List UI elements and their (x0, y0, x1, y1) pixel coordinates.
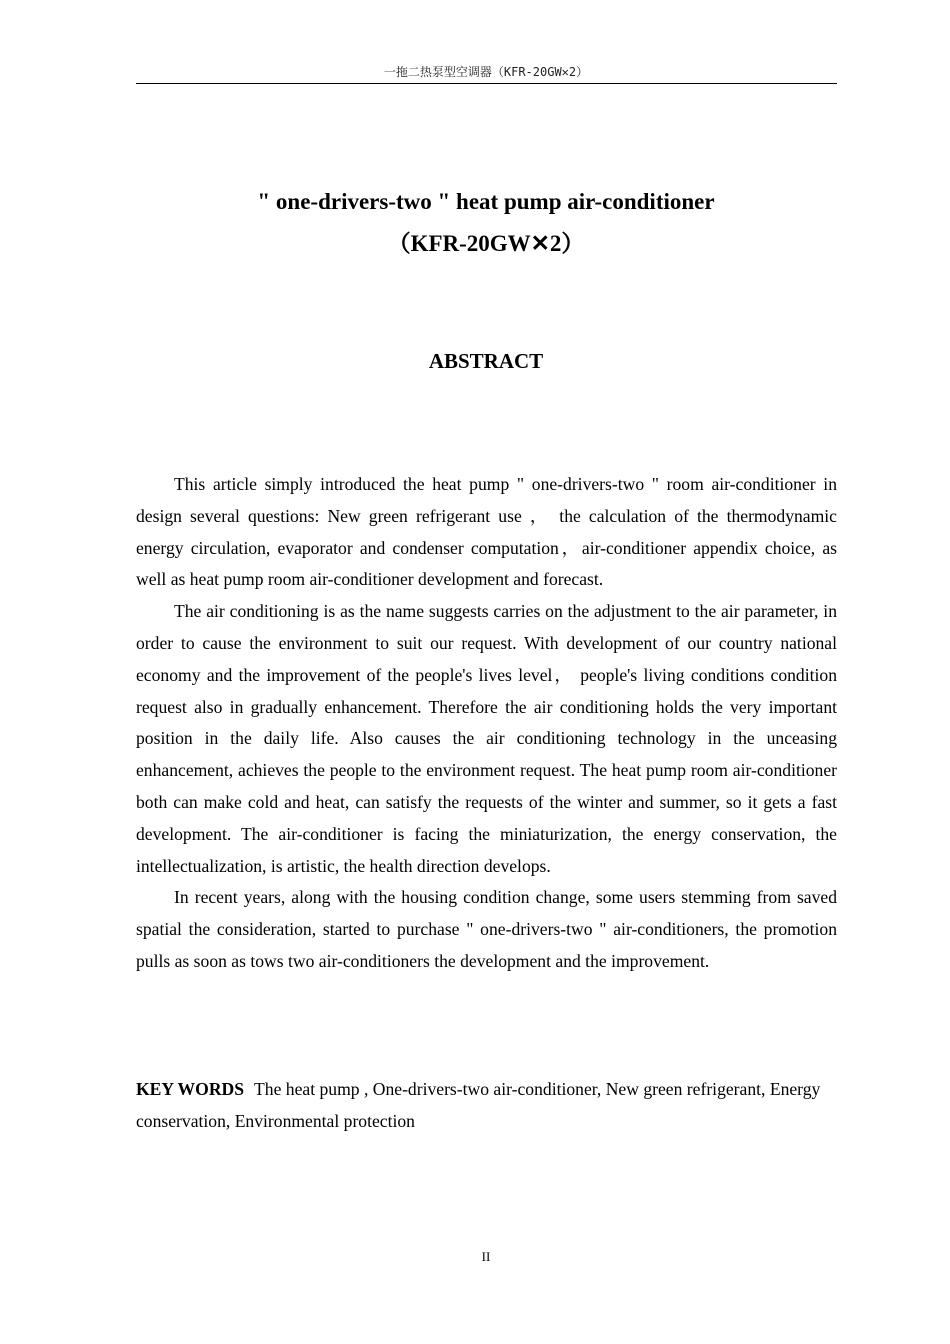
keywords-block (136, 1074, 837, 1138)
document-title (136, 181, 836, 265)
keywords-text: The heat pump , One-drivers-two air-conditioner, New green refrigerant, Energy conservation, Environmental protection (136, 1079, 821, 1131)
abstract-paragraph: In recent years, along with the housing condition change, some users stemming from saved spatial the consideration, started to purchase " one-drivers-two " air-conditioners, the promotion pulls as soon as tows two air-conditioners the development and the improvement. (136, 887, 837, 971)
abstract-paragraph: This article simply introduced the heat pump " one-drivers-two " room air-conditioner in design several questions: New green refrigerant use ， the calculation of the thermodynamic energy circulation, evaporator and condenser computation，air-conditioner appendix choice, as well as heat pump room air-conditioner development and forecast. (136, 474, 837, 590)
abstract-paragraph: The air conditioning is as the name suggests carries on the adjustment to the air parameter, in order to cause the environment to suit our request. With development of our country national economy and the improvement of the people's lives level， people's living conditions condition request also in gradually enhancement. Therefore the air conditioning holds the very important position in the daily life. Also causes the air conditioning technology in the unceasing enhancement, achieves the people to the environment request. The heat pump room air-conditioner both can make cold and heat, can satisfy the requests of the winter and summer, so it gets a fast development. The air-conditioner is facing the miniaturization, the energy conservation, the intellectualization, is artistic, the health direction develops. (136, 601, 837, 876)
running-header: 一拖二热泵型空调器（KFR-20GW✕2） (383, 65, 589, 79)
header-rule (136, 83, 837, 84)
abstract-heading: ABSTRACT (428, 349, 544, 373)
page-number: II (481, 1249, 491, 1264)
keywords-label: KEY WORDS (136, 1079, 245, 1099)
title-line-1: " one-drivers-two " heat pump air-conditioner (257, 189, 715, 214)
abstract-body (136, 469, 837, 978)
title-line-2: （KFR-20GW✕2） (387, 231, 585, 256)
